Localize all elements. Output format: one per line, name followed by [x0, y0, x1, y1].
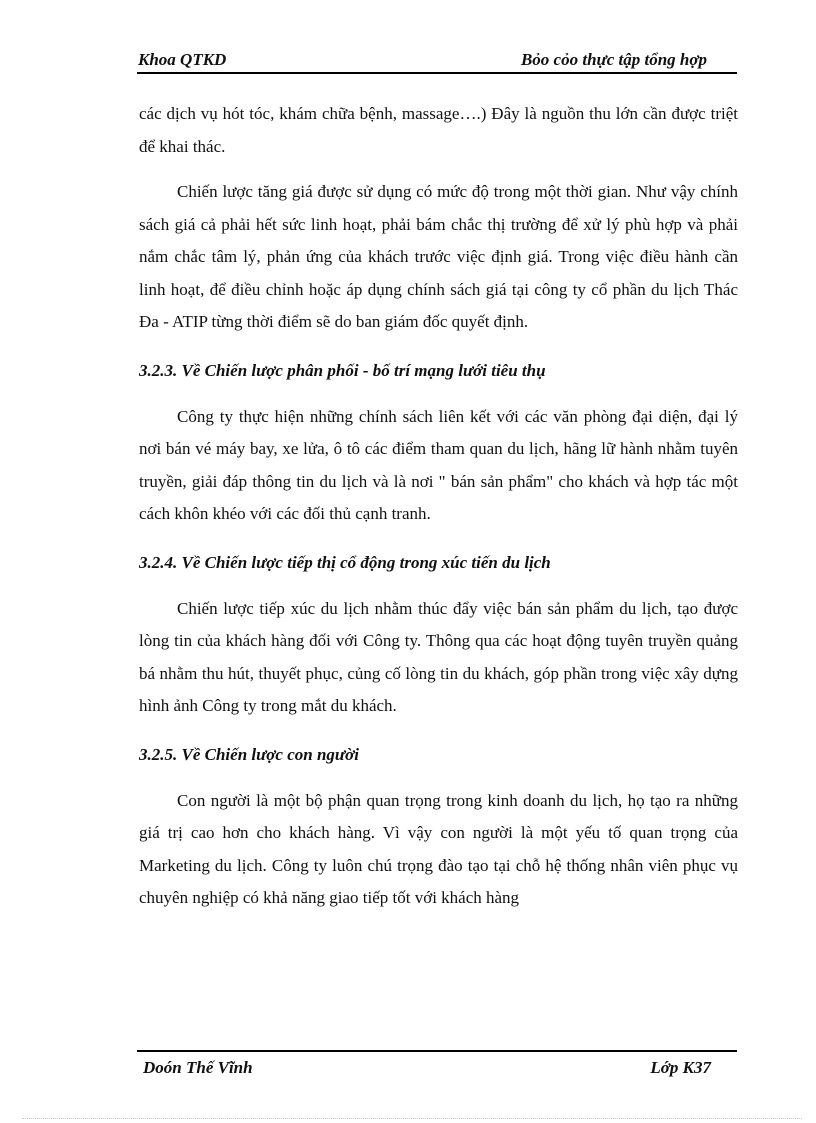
- footer-class: Lớp K37: [650, 1058, 711, 1077]
- paragraph-pricing-strategy: Chiến lược tăng giá được sử dụng có mức độ trong một thời gian. Như vậy chính sách giá cả phải hết sức linh hoạt, phải bám chắc thị trường để xử lý phù hợp và phải nắm chắc tâm lý, phản ứng của khách trước việc định giá. Trong việc điều hành cần linh hoạt, để điều chỉnh hoặc áp dụng chính sách giá tại công ty cổ phần du lịch Thác Đa - ATIP từng thời điểm sẽ do ban giám đốc quyết định.: [139, 182, 738, 331]
- paragraph-distribution: Công ty thực hiện những chính sách liên kết với các văn phòng đại diện, đại lý nơi bán vé máy bay, xe lửa, ô tô các điểm tham quan du lịch, hãng lữ hành nhằm tuyên truyền, giải đáp thông tin du lịch và là nơi " bán sản phẩm" cho khách và hợp tác một cách khôn khéo với các đối thủ cạnh tranh.: [139, 406, 738, 523]
- footer-author: Doón Thế Vĩnh: [143, 1058, 253, 1077]
- paragraph-people: Con người là một bộ phận quan trọng trong kinh doanh du lịch, họ tạo ra những giá trị cao hơn cho khách hàng. Vì vậy con người là một yếu tố quan trọng của Marketing du lịch. Công ty luôn chú trọng đào tạo tại chỗ hệ thống nhân viên phục vụ chuyên nghiệp có khả năng giao tiếp tốt với khách hàng: [139, 790, 738, 907]
- page-boundary: [22, 1118, 802, 1119]
- header-report-title: Bỏo cỏo thực tập tổng hợp: [520, 50, 707, 69]
- section-heading-3-2-5: 3.2.5. Về Chiến lược con người: [139, 744, 359, 764]
- section-heading-3-2-3: 3.2.3. Về Chiến lược phân phối - bố trí mạng lưới tiêu thụ: [139, 360, 546, 380]
- page-header: [137, 48, 737, 74]
- header-department: Khoa QTKD: [138, 50, 227, 69]
- paragraph-continued: các dịch vụ hót tóc, khám chữa bệnh, massage….) Đây là nguồn thu lớn cần được triệt để khai thác.: [139, 104, 738, 156]
- section-heading-3-2-4: 3.2.4. Về Chiến lược tiếp thị cổ động trong xúc tiến du lịch: [139, 552, 551, 572]
- paragraph-promotion: Chiến lược tiếp xúc du lịch nhằm thúc đẩy việc bán sản phẩm du lịch, tạo được lòng tin của khách hàng đối với Công ty. Thông qua các hoạt động tuyên truyền quảng bá nhằm thu hút, thuyết phục, củng cố lòng tin du khách, góp phần trong việc xây dựng hình ảnh Công ty trong mắt du khách.: [139, 598, 738, 715]
- page-footer: [137, 1050, 737, 1077]
- page-body: [139, 98, 738, 915]
